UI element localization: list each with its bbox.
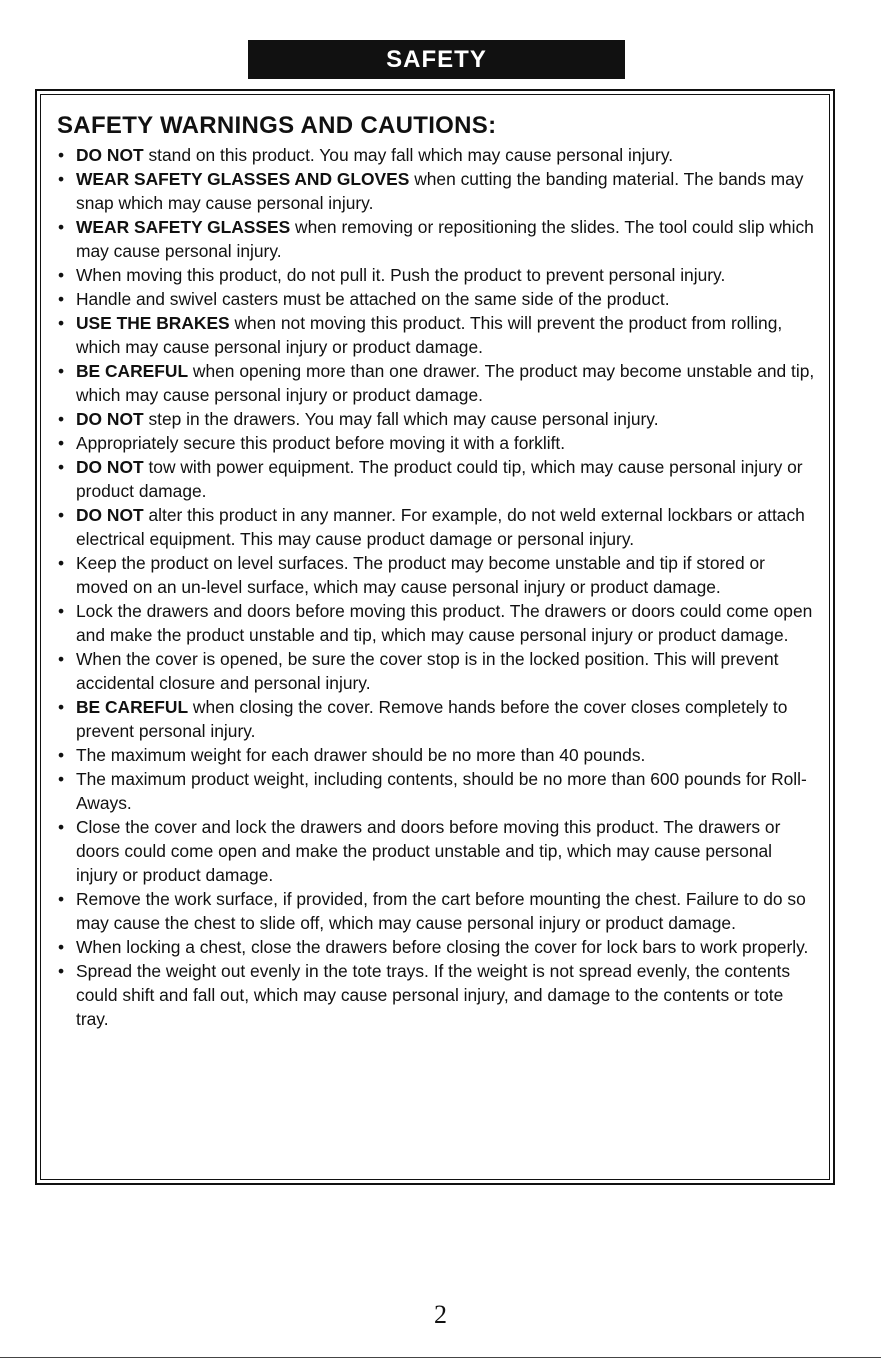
bullet-icon: • xyxy=(58,289,65,309)
warning-text: when closing the cover. Remove hands before the cover closes completely to prevent personal injury. xyxy=(76,697,788,741)
bullet-icon: • xyxy=(58,769,65,789)
warning-text: stand on this product. You may fall which may cause personal injury. xyxy=(143,145,674,165)
bullet-icon: • xyxy=(58,217,65,237)
page-number: 2 xyxy=(434,1300,447,1329)
warning-item xyxy=(57,359,817,407)
bullet-icon: • xyxy=(58,889,65,909)
warning-item xyxy=(57,287,817,311)
warning-text: When the cover is opened, be sure the cover stop is in the locked position. This will prevent accidental closure and personal injury. xyxy=(76,649,779,693)
warning-item xyxy=(57,887,817,935)
warning-text: when not moving this product. This will prevent the product from rolling, which may cause personal injury or product damage. xyxy=(76,313,783,357)
warning-item xyxy=(57,935,817,959)
bullet-icon: • xyxy=(58,505,65,525)
warning-text: Close the cover and lock the drawers and doors before moving this product. The drawers or doors could come open and make the product unstable and tip, which may cause personal injury or product damage. xyxy=(76,817,781,885)
warning-text: When moving this product, do not pull it. Push the product to prevent personal injury. xyxy=(76,265,726,285)
warning-emphasis: WEAR SAFETY GLASSES AND GLOVES xyxy=(76,169,410,189)
warning-text: when opening more than one drawer. The product may become unstable and tip, which may cause personal injury or product damage. xyxy=(76,361,815,405)
warnings-list xyxy=(57,143,817,1031)
bullet-icon: • xyxy=(58,361,65,381)
warning-item xyxy=(57,407,817,431)
bullet-icon: • xyxy=(58,937,65,957)
bullet-icon: • xyxy=(58,601,65,621)
warning-text: The maximum product weight, including contents, should be no more than 600 pounds for Roll-Aways. xyxy=(76,769,807,813)
warning-text: Spread the weight out evenly in the tote trays. If the weight is not spread evenly, the contents could shift and fall out, which may cause personal injury, and damage to the contents or tote tray. xyxy=(76,961,791,1029)
bullet-icon: • xyxy=(58,553,65,573)
bullet-icon: • xyxy=(58,817,65,837)
bullet-icon: • xyxy=(58,169,65,189)
warning-item xyxy=(57,695,817,743)
section-header-label: SAFETY xyxy=(386,45,487,73)
warning-item xyxy=(57,647,817,695)
warning-text: step in the drawers. You may fall which may cause personal injury. xyxy=(143,409,659,429)
bullet-icon: • xyxy=(58,649,65,669)
warning-text: Remove the work surface, if provided, from the cart before mounting the chest. Failure to do so may cause the chest to slide off, which may cause personal injury or product damage. xyxy=(76,889,806,933)
warning-emphasis: DO NOT xyxy=(76,145,144,165)
warnings-title: SAFETY WARNINGS AND CAUTIONS: xyxy=(57,112,497,139)
warning-item xyxy=(57,815,817,887)
warning-item xyxy=(57,959,817,1031)
bullet-icon: • xyxy=(58,961,65,981)
warning-text: alter this product in any manner. For example, do not weld external lockbars or attach electrical equipment. This may cause product damage or personal injury. xyxy=(76,505,805,549)
warning-text: Handle and swivel casters must be attached on the same side of the product. xyxy=(76,289,670,309)
warning-emphasis: USE THE BRAKES xyxy=(76,313,230,333)
warning-text: when removing or repositioning the slides. The tool could slip which may cause personal injury. xyxy=(76,217,814,261)
bullet-icon: • xyxy=(58,457,65,477)
warning-text: tow with power equipment. The product could tip, which may cause personal injury or product damage. xyxy=(76,457,803,501)
warning-item xyxy=(57,599,817,647)
warning-text: Appropriately secure this product before moving it with a forklift. xyxy=(76,433,566,453)
warning-item xyxy=(57,263,817,287)
bottom-divider xyxy=(0,1357,881,1358)
warning-item xyxy=(57,743,817,767)
warning-emphasis: DO NOT xyxy=(76,457,144,477)
warning-text: Keep the product on level surfaces. The product may become unstable and tip if stored or moved on an un-level surface, which may cause personal injury or product damage. xyxy=(76,553,765,597)
bullet-icon: • xyxy=(58,697,65,717)
warning-item xyxy=(57,503,817,551)
warning-item xyxy=(57,215,817,263)
warning-text: When locking a chest, close the drawers before closing the cover for lock bars to work properly. xyxy=(76,937,809,957)
warning-item xyxy=(57,311,817,359)
warning-text: The maximum weight for each drawer should be no more than 40 pounds. xyxy=(76,745,646,765)
warning-text: when cutting the banding material. The bands may snap which may cause personal injury. xyxy=(76,169,804,213)
warning-item xyxy=(57,167,817,215)
warning-item xyxy=(57,431,817,455)
warning-emphasis: WEAR SAFETY GLASSES xyxy=(76,217,291,237)
warning-emphasis: BE CAREFUL xyxy=(76,361,189,381)
bullet-icon: • xyxy=(58,433,65,453)
bullet-icon: • xyxy=(58,145,65,165)
section-header xyxy=(248,40,625,79)
bullet-icon: • xyxy=(58,265,65,285)
warning-text: Lock the drawers and doors before moving this product. The drawers or doors could come open and make the product unstable and tip, which may cause personal injury or product damage. xyxy=(76,601,813,645)
warning-emphasis: BE CAREFUL xyxy=(76,697,189,717)
bullet-icon: • xyxy=(58,313,65,333)
bullet-icon: • xyxy=(58,409,65,429)
warning-item xyxy=(57,455,817,503)
bullet-icon: • xyxy=(58,745,65,765)
warning-item xyxy=(57,143,817,167)
warning-item xyxy=(57,767,817,815)
warning-emphasis: DO NOT xyxy=(76,505,144,525)
warning-item xyxy=(57,551,817,599)
warning-emphasis: DO NOT xyxy=(76,409,144,429)
